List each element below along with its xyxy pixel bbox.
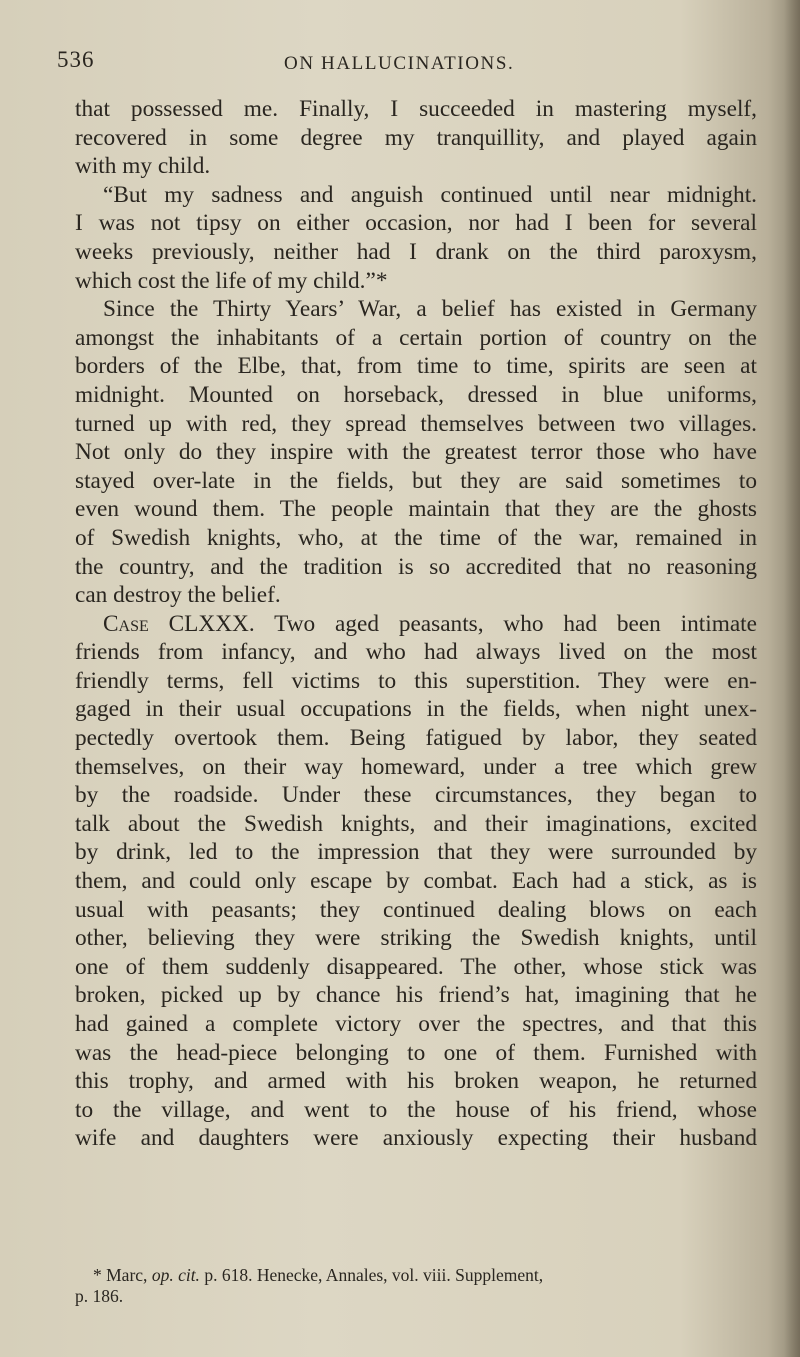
text-line: turned up with red, they spread themselves between two villages. [75,410,757,437]
text-line: one of them suddenly disappeared. The other, whose stick was [75,953,757,980]
text-line: this trophy, and armed with his broken weapon, he returned [75,1068,757,1095]
text-line: was the head-piece belonging to one of them. Furnished with [75,1039,757,1066]
text-line: usual with peasants; they continued dealing blows on each [75,896,757,923]
text-line: Since the Thirty Years’ War, a belief has existed in Germany [103,296,757,323]
body-text [75,95,757,1153]
footnote-citation: p. 618. Henecke, Annales, vol. viii. Supplement, [204,1265,544,1285]
text-line: by drink, led to the impression that they were surrounded by [75,839,757,866]
text-line: themselves, on their way homeward, under a tree which grew [75,753,757,780]
text-line: had gained a complete victory over the spectres, and that this [75,1011,757,1037]
footnote-author: Marc, [106,1265,148,1285]
page-number: 536 [57,47,95,72]
case-label: Case CLXXX. [103,610,255,637]
text-line: borders of the Elbe, that, from time to time, spirits are seen at [75,353,757,380]
text-line: stayed over-late in the fields, but they are said sometimes to [75,467,757,494]
text-line: amongst the inhabitants of a certain portion of country on the [75,324,757,351]
text-line: that possessed me. Finally, I succeeded in mastering myself, [75,96,757,122]
footnote-line: p. 186. [75,1286,124,1306]
text-line: by the roadside. Under these circumstances, they began to [75,782,757,809]
text-line: other, believing they were striking the Swedish knights, until [75,925,757,952]
text-line: wife and daughters were anxiously expecting their husband [75,1125,757,1152]
text-line: talk about the Swedish knights, and their imaginations, excited [75,810,757,837]
text-line: Two aged peasants, who had been intimate [274,610,757,637]
footnote-marker: * [93,1265,102,1285]
text-line: I was not tipsy on either occasion, nor had I been for several [75,210,757,237]
case-paragraph-first-line [75,610,757,639]
text-line: the country, and the tradition is so accredited that no reasoning [75,553,757,580]
text-line: weeks previously, neither had I drank on the third paroxysm, [75,238,757,265]
text-line: midnight. Mounted on horseback, dressed in blue uniforms, [75,381,757,408]
text-line: even wound them. The people maintain that they are the ghosts [75,496,757,523]
text-line: friendly terms, fell victims to this superstition. They were en- [75,667,757,694]
text-line: to the village, and went to the house of his friend, whose [75,1096,757,1123]
text-line: pectedly overtook them. Being fatigued by labor, they seated [75,725,757,752]
text-line: “But my sadness and anguish continued until near midnight. [103,181,757,208]
footnote-line [75,1265,757,1286]
text-line: with my child. [75,153,211,180]
text-line: Not only do they inspire with the greatest terror those who have [75,439,757,466]
text-line: gaged in their usual occupations in the fields, when night unex- [75,696,757,723]
running-head: ON HALLUCINATIONS. [284,53,515,74]
page-edge-shadow [784,0,800,1357]
text-line: which cost the life of my child.”* [75,267,388,294]
text-line: friends from infancy, and who had always lived on the most [75,639,757,666]
text-line: broken, picked up by chance his friend’s hat, imagining that he [75,982,757,1009]
footnote-op-cit: op. cit. [151,1265,200,1285]
page-header [57,47,760,81]
footnote [75,1265,757,1307]
text-line: can destroy the belief. [75,582,281,609]
text-line: them, and could only escape by combat. Each had a stick, as is [75,868,757,895]
text-line: recovered in some degree my tranquillity, and played again [75,124,757,151]
text-line: of Swedish knights, who, at the time of the war, remained in [75,524,757,551]
